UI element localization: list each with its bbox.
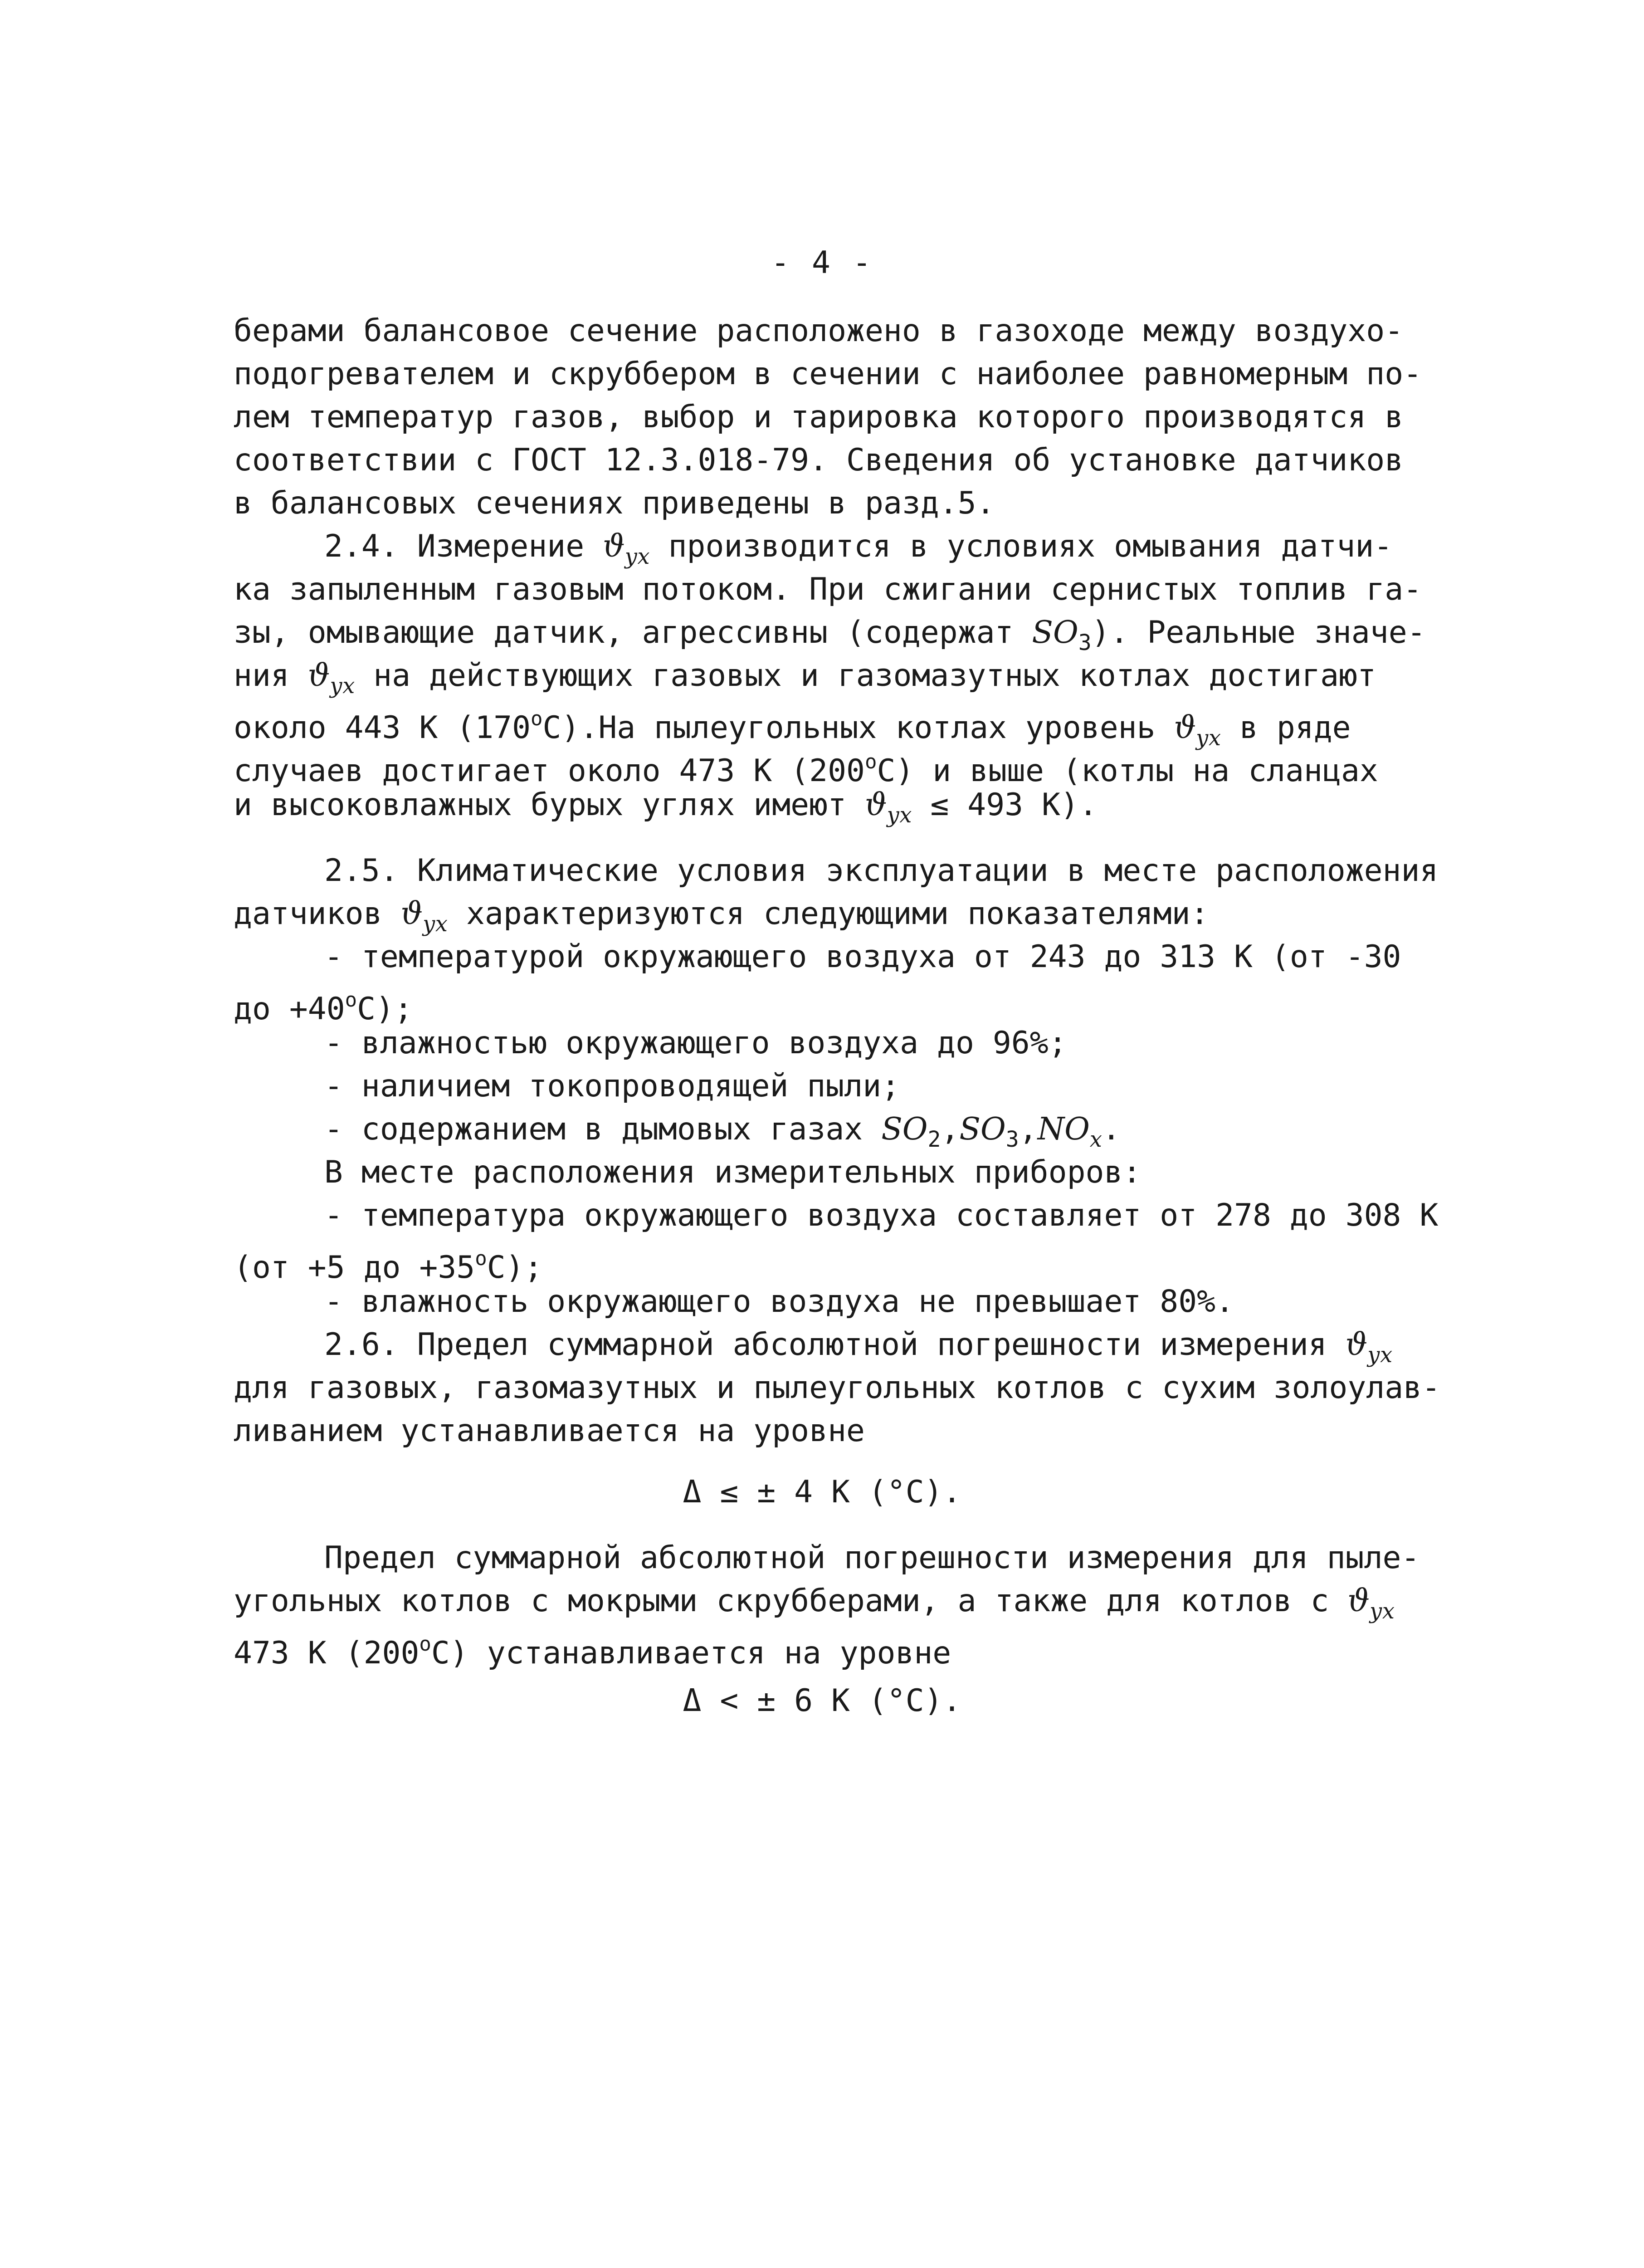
text-line: Предел суммарной абсолютной погрешности измерения для пыле- (324, 1540, 1420, 1576)
page-number: - 4 - (771, 245, 873, 281)
list-item: - температура окружающего воздуха составляет от 278 до 308 К (324, 1198, 1439, 1233)
text-line: датчиков $ϑ_{ух}$ характеризуются следующими показателями: (234, 896, 1209, 937)
text-line: берами балансовое сечение расположено в газоходе между воздухо- (234, 313, 1404, 349)
text-line: случаев достигает около 473 К $(200^оС)$ и выше (котлы на сланцах (234, 750, 1378, 789)
list-item: - температурой окружающего воздуха от 243 до 313 К (от -30 (324, 939, 1401, 975)
text-line: соответствии с ГОСТ 12.3.018-79. Сведения об установке датчиков (234, 442, 1404, 478)
text-line: до $+40^оС$); (234, 988, 413, 1027)
formula-limit-6k: Δ < ± 6 К (°С). (683, 1683, 961, 1719)
text-line: подогревателем и скруббером в сечении с наиболее равномерным по- (234, 356, 1422, 392)
list-item: - влажностью окружающего воздуха до 96%; (324, 1025, 1067, 1061)
formula-limit-4k: Δ ≤ ± 4 К (°С). (683, 1474, 961, 1510)
text-line: (от +5 до $+35^оС$); (234, 1247, 543, 1286)
text-line: для газовых, газомазутных и пылеугольных котлов с сухим золоулав- (234, 1370, 1441, 1406)
list-item: - влажность окружающего воздуха не превышает 80%. (324, 1284, 1234, 1320)
text-line: 473 К $(200^оС)$ устанавливается на уровне (234, 1633, 951, 1671)
section-2-5-line-1: 2.5. Климатические условия эксплуатации в месте расположения (324, 853, 1439, 889)
text-line: лем температур газов, выбор и тарировка которого производятся в (234, 399, 1404, 435)
text-line: ка запыленным газовым потоком. При сжигании сернистых топлив га- (234, 572, 1422, 607)
text-line: в балансовых сечениях приведены в разд.5. (234, 485, 995, 521)
text-line: ливанием устанавливается на уровне (234, 1413, 865, 1449)
list-item: - наличием токопроводящей пыли; (324, 1068, 900, 1104)
section-2-4-line-1: 2.4. Измерение $ϑ_{ух}$ производится в условиях омывания датчи- (324, 528, 1393, 569)
text-line: около 443 К $(170^оС).На$ пылеугольных котлах уровень $ϑ_{ух}$ в ряде (234, 707, 1351, 751)
text-line: зы, омывающие датчик, агрессивны (содержат $SO_3$). Реальные значе- (234, 615, 1426, 655)
list-item: - содержанием в дымовых газах $SO_2,SO_3,NO_х$. (324, 1111, 1121, 1152)
section-2-6-line-1: 2.6. Предел суммарной абсолютной погрешности измерения $ϑ_{ух}$ (324, 1327, 1393, 1368)
text-line: В месте расположения измерительных приборов: (324, 1154, 1142, 1190)
text-line: ния $ϑ_{ух}$ на действующих газовых и газомазутных котлах достигают (234, 658, 1376, 699)
text-line: и высоковлажных бурых углях имеют $ϑ_{ух} \le 493$ К). (234, 787, 1098, 828)
text-line: угольных котлов с мокрыми скрубберами, а также для котлов с $ϑ_{ух}$ (234, 1583, 1395, 1624)
